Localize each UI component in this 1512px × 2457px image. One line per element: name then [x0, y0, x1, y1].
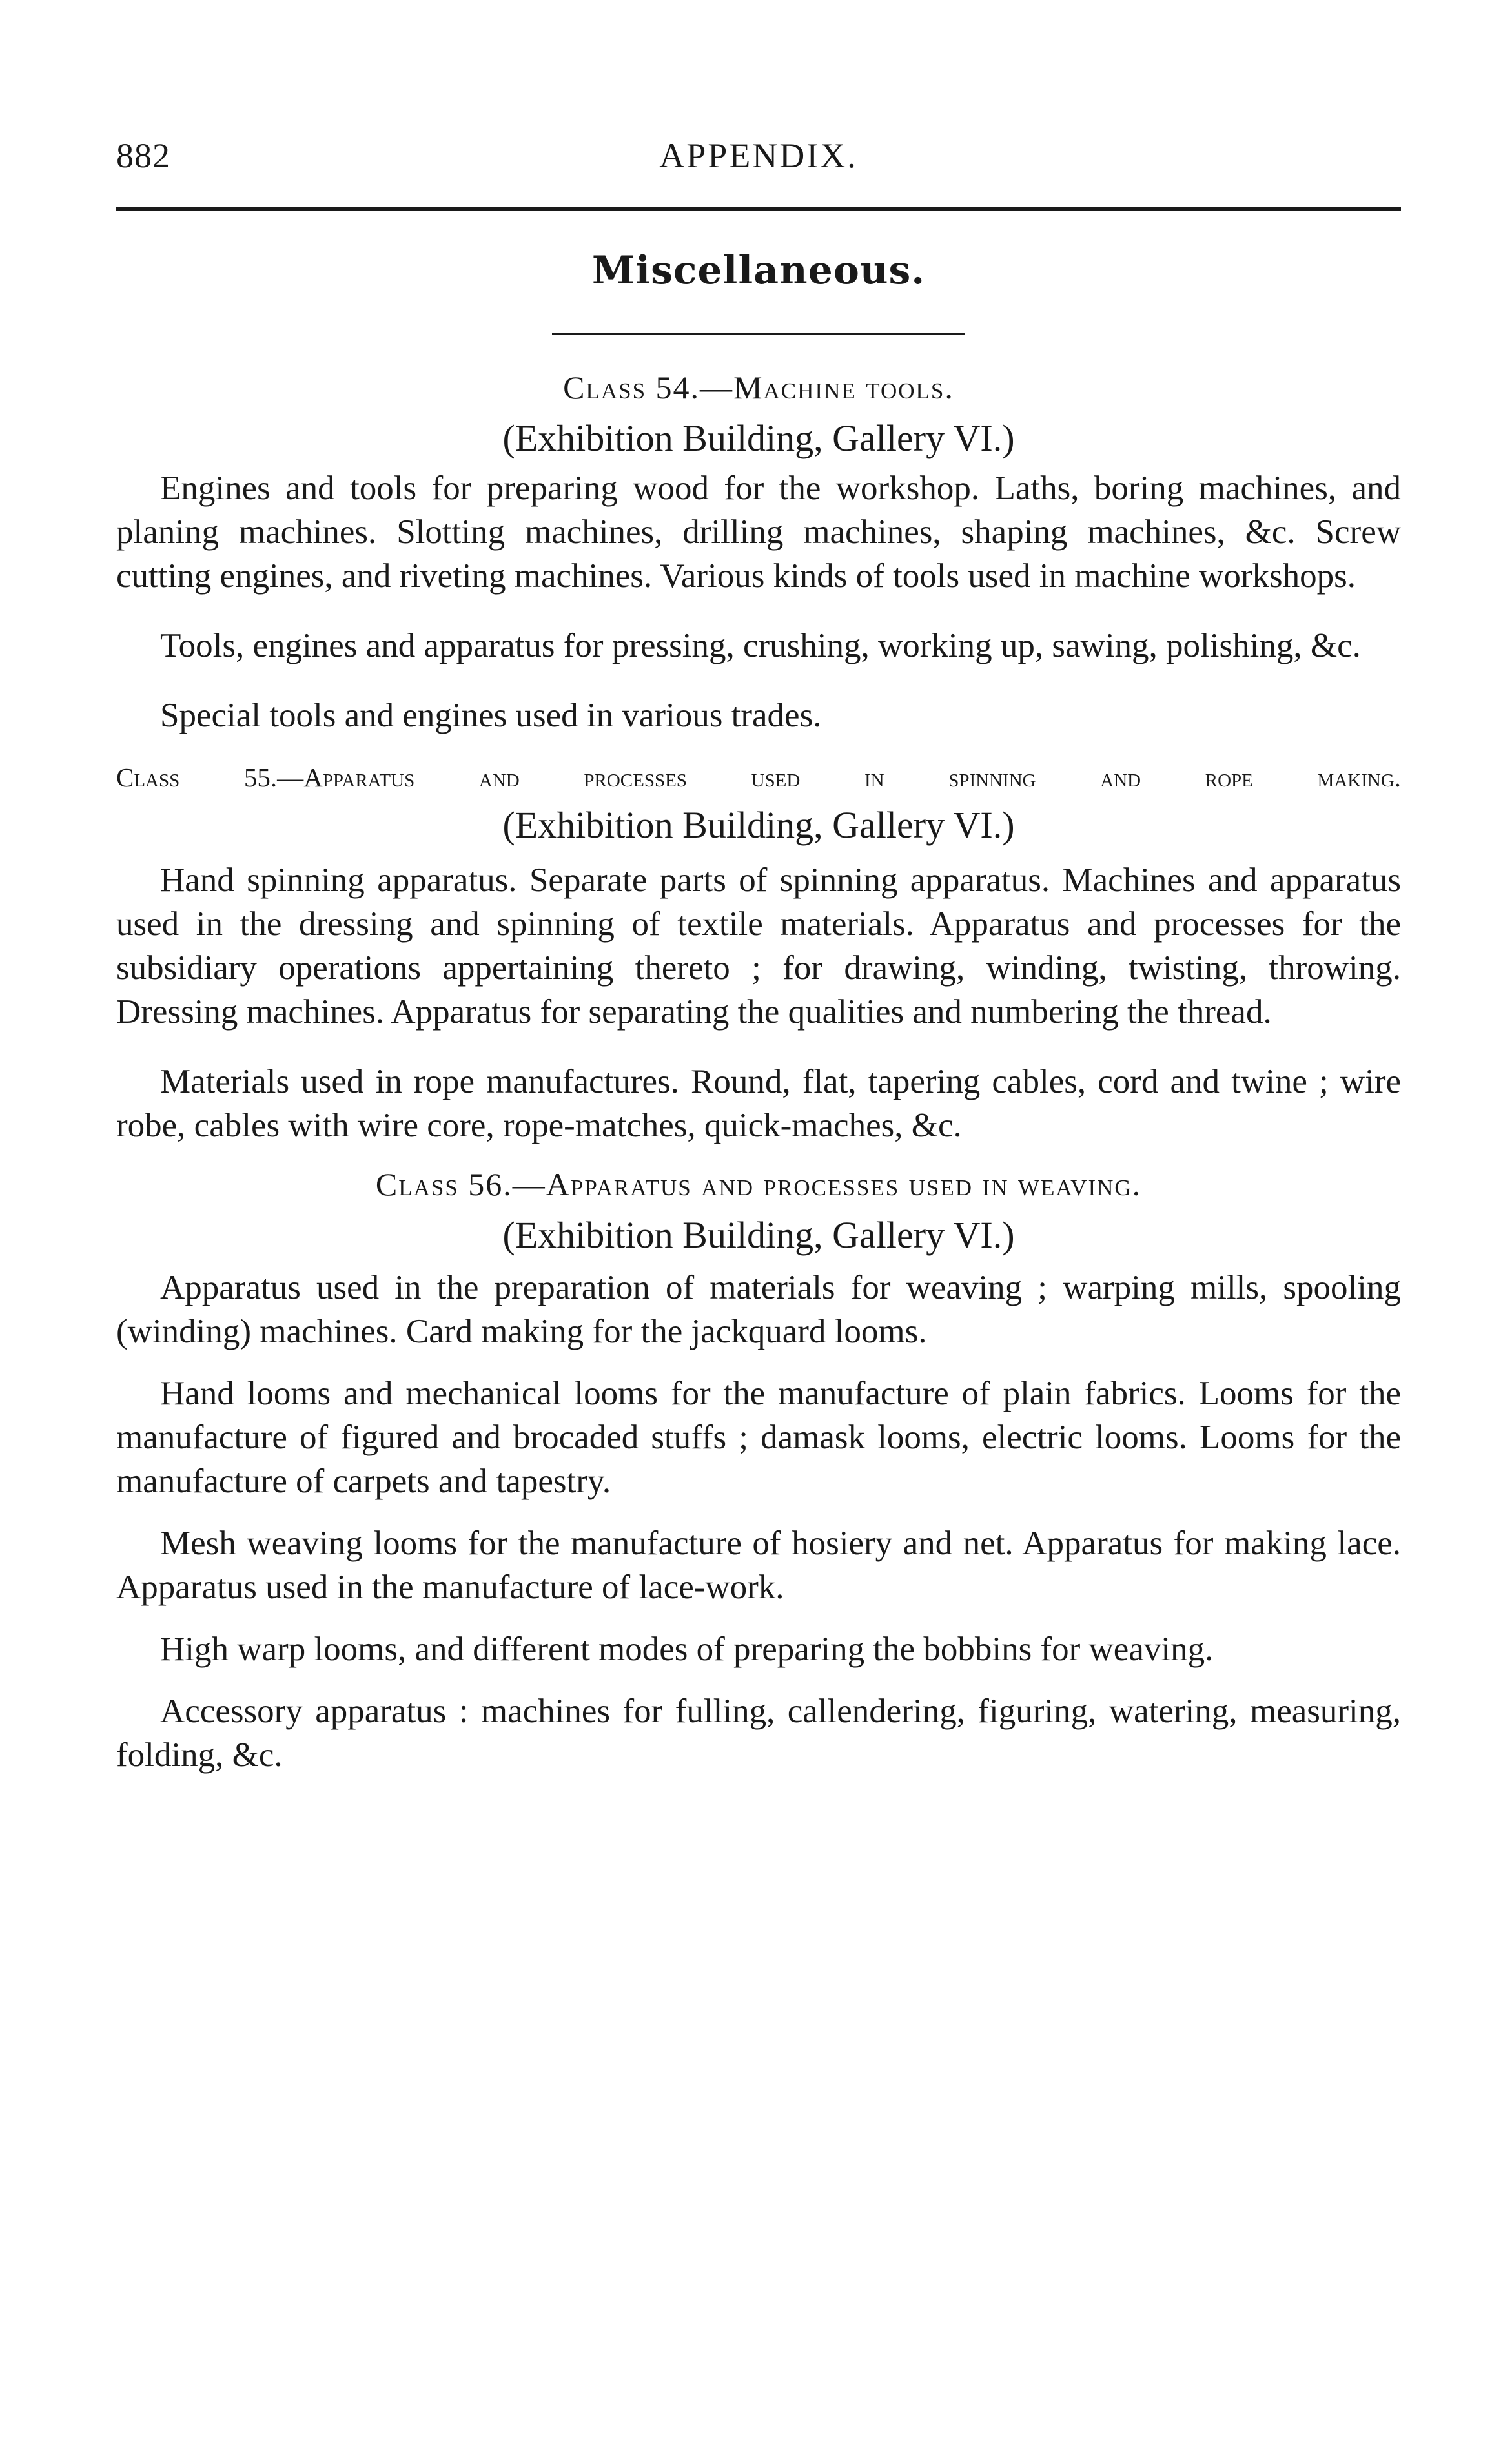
- section-title: Miscellaneous.: [591, 248, 926, 293]
- page-number: 882: [116, 136, 170, 175]
- book-page: [116, 136, 1401, 1777]
- class-paragraph: Materials used in rope manufactures. Round, flat, tapering cables, cord and twine ; wire robe, cables with wire core, rope-matches, quick-maches, &c.: [116, 1063, 1401, 1144]
- page-header: [116, 136, 1401, 187]
- class-paragraph: Hand looms and mechanical looms for the manufacture of plain fabrics. Looms for the manufacture of figured and brocaded stuffs ; damask looms, electric looms. Looms for the manufacture of carpets and tapestry.: [116, 1375, 1401, 1500]
- class-label: Class 54.—: [563, 369, 734, 406]
- class-location: (Exhibition Building, Gallery VI.): [502, 417, 1015, 459]
- class-location: (Exhibition Building, Gallery VI.): [502, 804, 1015, 846]
- class-title: Apparatus and processes used in weaving.: [546, 1166, 1142, 1202]
- class-paragraph: High warp looms, and different modes of preparing the bobbins for weaving.: [160, 1630, 1214, 1668]
- title-rule: [552, 333, 965, 335]
- class-title: Apparatus and processes used in spinning and rope making.: [303, 763, 1402, 792]
- class-title: Machine tools.: [733, 369, 954, 406]
- class-heading: [116, 369, 1401, 406]
- class-paragraph: Special tools and engines used in various trades.: [160, 697, 822, 734]
- class-paragraph: Accessory apparatus : machines for fulling, callendering, figuring, watering, measuring, folding, &c.: [116, 1692, 1401, 1774]
- class-paragraph: Hand spinning apparatus. Separate parts of spinning apparatus. Machines and apparatus used in the dressing and spinning of textile materials. Apparatus and processes for the subsidiary operations appertaining thereto ; for drawing, winding, twisting, throwing. Dressing machines. Apparatus for separating the qualities and numbering the thread.: [116, 861, 1401, 1031]
- class-paragraph: Apparatus used in the preparation of materials for weaving ; warping mills, spooling (winding) machines. Card making for the jackquard looms.: [116, 1269, 1401, 1350]
- class-heading: [116, 762, 1401, 793]
- class-paragraph: Mesh weaving looms for the manufacture of hosiery and net. Apparatus for making lace. Apparatus used in the manufacture of lace-work.: [116, 1525, 1401, 1606]
- class-label: Class 55.—: [116, 763, 304, 792]
- class-heading: [116, 1166, 1401, 1203]
- header-rule: [116, 207, 1401, 211]
- class-label: Class 56.—: [375, 1166, 546, 1202]
- running-head: APPENDIX.: [659, 136, 858, 175]
- class-paragraph: Engines and tools for preparing wood for the workshop. Laths, boring machines, and planing machines. Slotting machines, drilling machines, shaping machines, &c. Screw cutting engines, and riveting machines. Various kinds of tools used in machine workshops.: [116, 469, 1401, 595]
- class-paragraph: Tools, engines and apparatus for pressing, crushing, working up, sawing, polishing, &c.: [160, 627, 1361, 664]
- class-location: (Exhibition Building, Gallery VI.): [502, 1214, 1015, 1256]
